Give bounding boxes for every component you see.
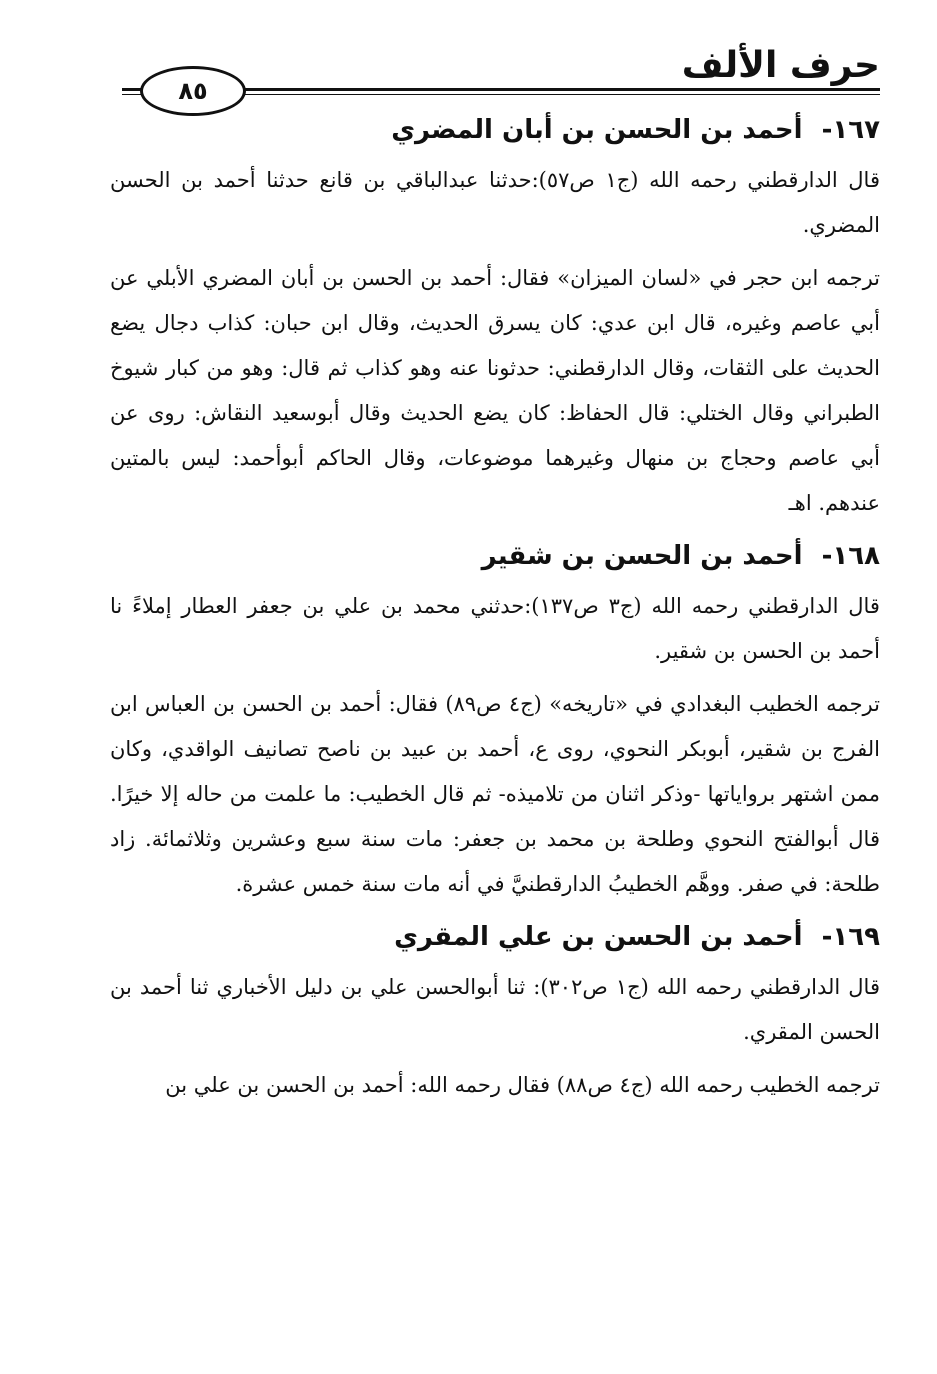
running-title: حرف الألف — [681, 45, 880, 86]
paragraph: ترجمه الخطيب رحمه الله (ج٤ ص٨٨) فقال رحمه الله: أحمد بن الحسن بن علي بن — [165, 1073, 880, 1097]
entry-heading — [110, 536, 880, 576]
entry-heading — [110, 917, 880, 957]
entry-title: أحمد بن الحسن بن علي المقري — [394, 922, 803, 952]
paragraph: ترجمه ابن حجر في «لسان الميزان» فقال: أحمد بن الحسن بن أبان المضري الأبلي عن أبي عاصم وغيره، قال ابن عدي: كان يسرق الحديث، وقال ابن حبان: كذاب دجال يضع الحديث على الثقات، وقال الدارقطني: حدثونا عنه وهو كذاب ثم قال: وهو من كبار شيوخ الطبراني وقال الختلي: قال الحفاظ: كان يضع الحديث وقال أبوسعيد النقاش: روى عن أبي عاصم وحجاج بن منهال وغيرهما موضوعات، وقال الحاكم أبوأحمد: ليس بالمتين عندهم. اهـ — [110, 266, 880, 515]
page-number: ٨٥ — [140, 66, 246, 116]
entry-167 — [110, 110, 880, 526]
paragraph: قال الدارقطني رحمه الله (ج١ ص٥٧):حدثنا عبدالباقي بن قانع حدثنا أحمد بن الحسن المضري. — [110, 168, 880, 237]
entry-number: ١٦٨- — [821, 541, 880, 571]
paragraph: قال الدارقطني رحمه الله (ج١ ص٣٠٢): ثنا أبوالحسن علي بن دليل الأخباري ثنا أحمد بن الحسن المقري. — [110, 975, 880, 1044]
book-page — [110, 40, 880, 1114]
entry-number: ١٦٩- — [821, 922, 880, 952]
paragraph: ترجمه الخطيب البغدادي في «تاريخه» (ج٤ ص٨٩) فقال: أحمد بن الحسن بن العباس ابن الفرج بن شقير، أبوبكر النحوي، روى ع، أحمد بن عبيد بن ناصح تصانيف الواقدي، وكان ممن اشتهر برواياتها -وذكر اثنان من تلاميذه- ثم قال الخطيب: ما علمت من حاله إلا خيرًا. قال أبوالفتح النحوي وطلحة بن محمد بن جعفر: مات سنة سبع وعشرين وثلاثمائة. زاد طلحة: في صفر. ووهَّم الخطيبُ الدارقطنيَّ في أنه مات سنة خمس عشرة. — [110, 692, 880, 896]
entry-168 — [110, 536, 880, 907]
running-header — [110, 40, 880, 110]
entry-title: أحمد بن الحسن بن شقير — [481, 541, 803, 571]
entry-number: ١٦٧- — [821, 115, 880, 145]
paragraph: قال الدارقطني رحمه الله (ج٣ ص١٣٧):حدثني محمد بن علي بن جعفر العطار إملاءً نا أحمد بن الحسن بن شقير. — [110, 594, 880, 663]
entry-heading — [110, 110, 880, 150]
entry-169 — [110, 917, 880, 1108]
entry-title: أحمد بن الحسن بن أبان المضري — [391, 115, 803, 145]
